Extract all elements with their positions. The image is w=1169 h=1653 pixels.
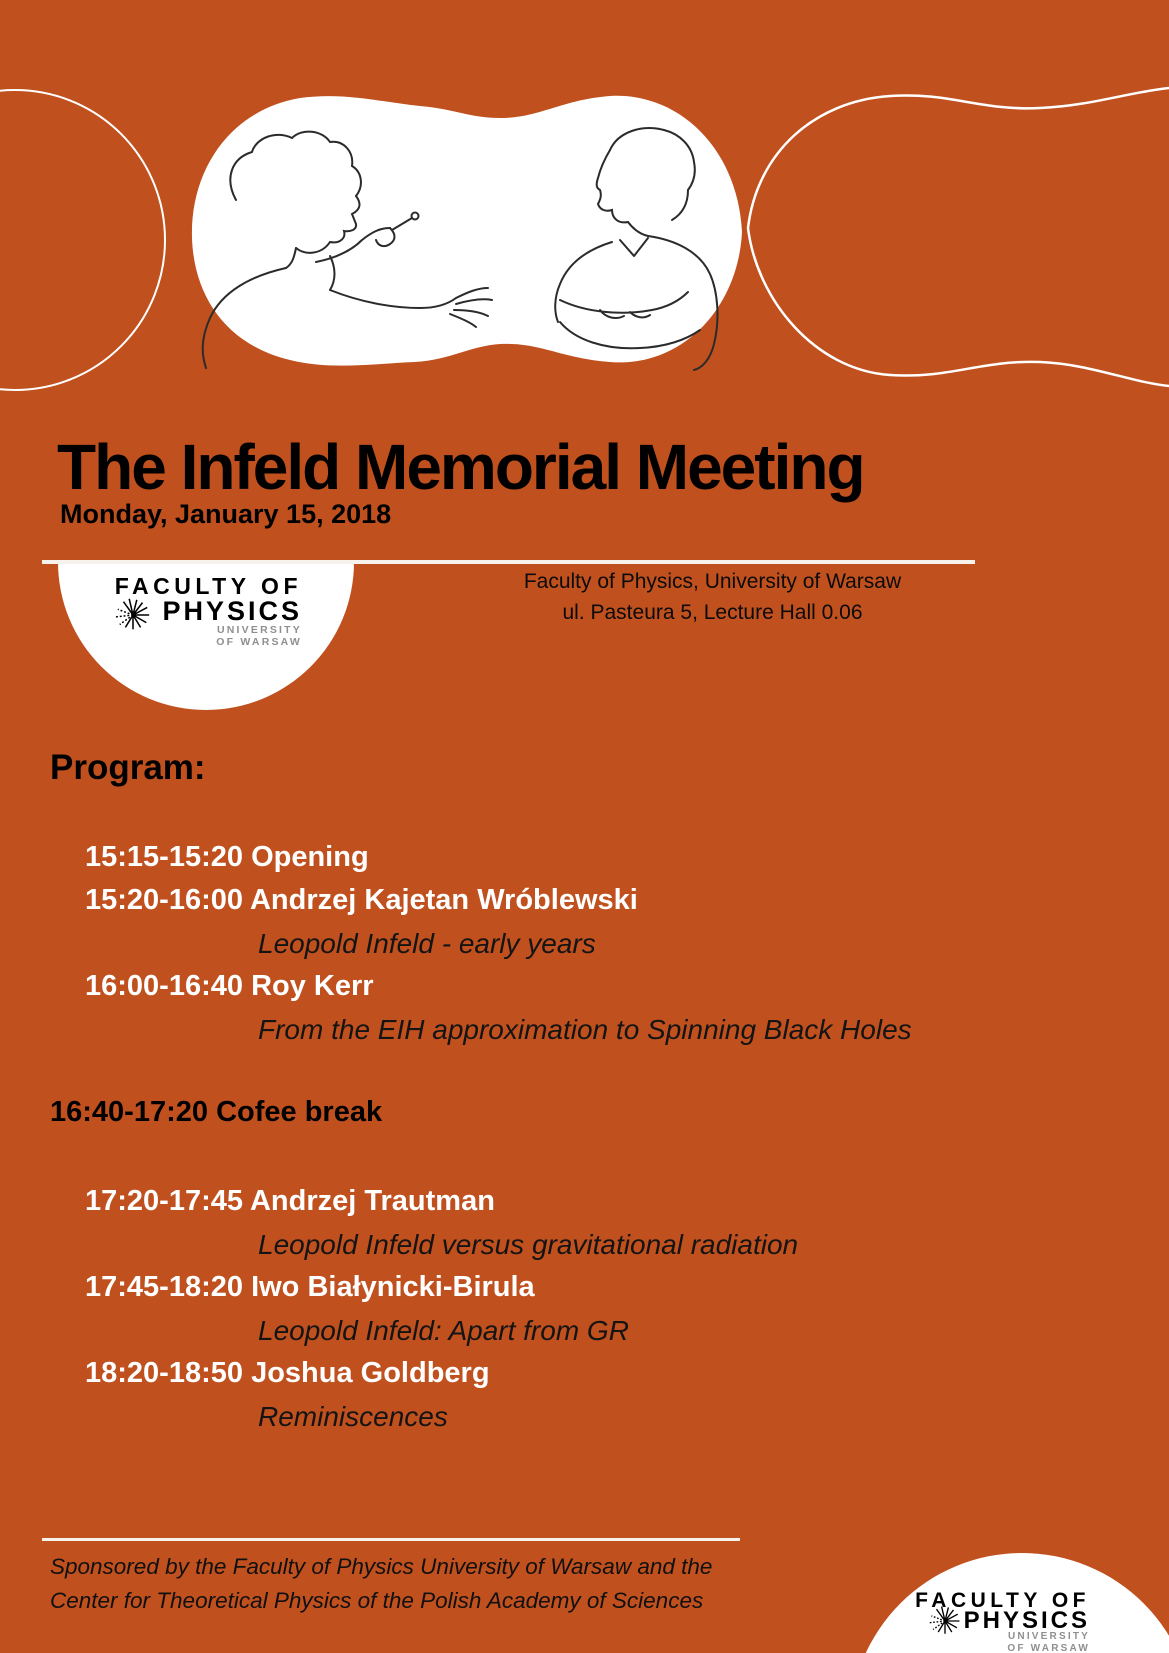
faculty-logo-warsaw: OF WARSAW (216, 636, 302, 648)
talk-title: Leopold Infeld: Apart from GR (258, 1315, 629, 1346)
right-blob-outline (748, 88, 1169, 386)
schedule-speaker: Andrzej Kajetan Wróblewski (249, 884, 638, 916)
corner-circle-outline (0, 90, 165, 390)
schedule-row (0, 965, 1169, 1008)
faculty-logo-university: UNIVERSITY (1007, 1631, 1090, 1642)
talk-title: Reminiscences (258, 1401, 448, 1432)
faculty-logo-line1: FACULTY OF (114, 573, 302, 599)
footer-divider-line (42, 1538, 740, 1541)
sponsor-text (50, 1550, 770, 1618)
schedule-time: 15:15-15:20 (85, 841, 243, 873)
poster-title: The Infeld Memorial Meeting (57, 431, 864, 503)
schedule-speaker: Joshua Goldberg (251, 1357, 490, 1389)
coffee-break-row (0, 1091, 1169, 1134)
faculty-logo-university: UNIVERSITY (216, 624, 302, 636)
schedule-time: 15:20-16:00 (85, 884, 243, 916)
schedule-row (0, 1352, 1169, 1395)
schedule-time: 17:45-18:20 (85, 1271, 243, 1303)
schedule-row (0, 1180, 1169, 1223)
schedule-row (0, 1266, 1169, 1309)
schedule-row (0, 879, 1169, 922)
venue-line-2: ul. Pasteura 5, Lecture Hall 0.06 (562, 601, 863, 624)
header-divider-line (42, 560, 975, 564)
schedule-time: 16:00-16:40 (85, 970, 243, 1002)
schedule-time: 16:40-17:20 (50, 1096, 208, 1128)
physics-starburst-icon (114, 596, 152, 634)
faculty-logo-bottom (880, 1589, 1090, 1653)
talk-title: Leopold Infeld - early years (258, 928, 596, 959)
schedule-row (0, 836, 1169, 879)
event-date: Monday, January 15, 2018 (60, 499, 392, 529)
talk-title: From the EIH approximation to Spinning Black Holes (258, 1014, 912, 1045)
faculty-logo-line2: PHYSICS (963, 1607, 1090, 1634)
schedule-speaker: Opening (251, 841, 369, 873)
schedule-speaker: Cofee break (216, 1096, 383, 1128)
program-heading: Program: (50, 748, 206, 787)
program-list (0, 836, 1169, 1438)
schedule-speaker: Iwo Białynicki-Birula (251, 1271, 535, 1303)
schedule-time: 18:20-18:50 (85, 1357, 243, 1389)
sponsor-line-2: Center for Theoretical Physics of the Polish Academy of Sciences (50, 1588, 704, 1613)
faculty-logo-warsaw: OF WARSAW (1007, 1643, 1090, 1653)
talk-title: Leopold Infeld versus gravitational radiation (258, 1229, 799, 1260)
faculty-logo-line2: PHYSICS (162, 596, 302, 626)
sponsor-line-1: Sponsored by the Faculty of Physics University of Warsaw and the (50, 1554, 713, 1579)
faculty-logo-top (90, 574, 302, 648)
physics-starburst-icon (928, 1604, 962, 1638)
faculty-logo-line1: FACULTY OF (915, 1589, 1090, 1612)
illustration-blob (192, 96, 742, 366)
venue-line-1: Faculty of Physics, University of Warsaw (523, 570, 902, 593)
schedule-time: 17:20-17:45 (85, 1185, 243, 1217)
schedule-speaker: Andrzej Trautman (249, 1185, 495, 1217)
schedule-speaker: Roy Kerr (251, 970, 374, 1002)
venue-address (450, 566, 975, 628)
